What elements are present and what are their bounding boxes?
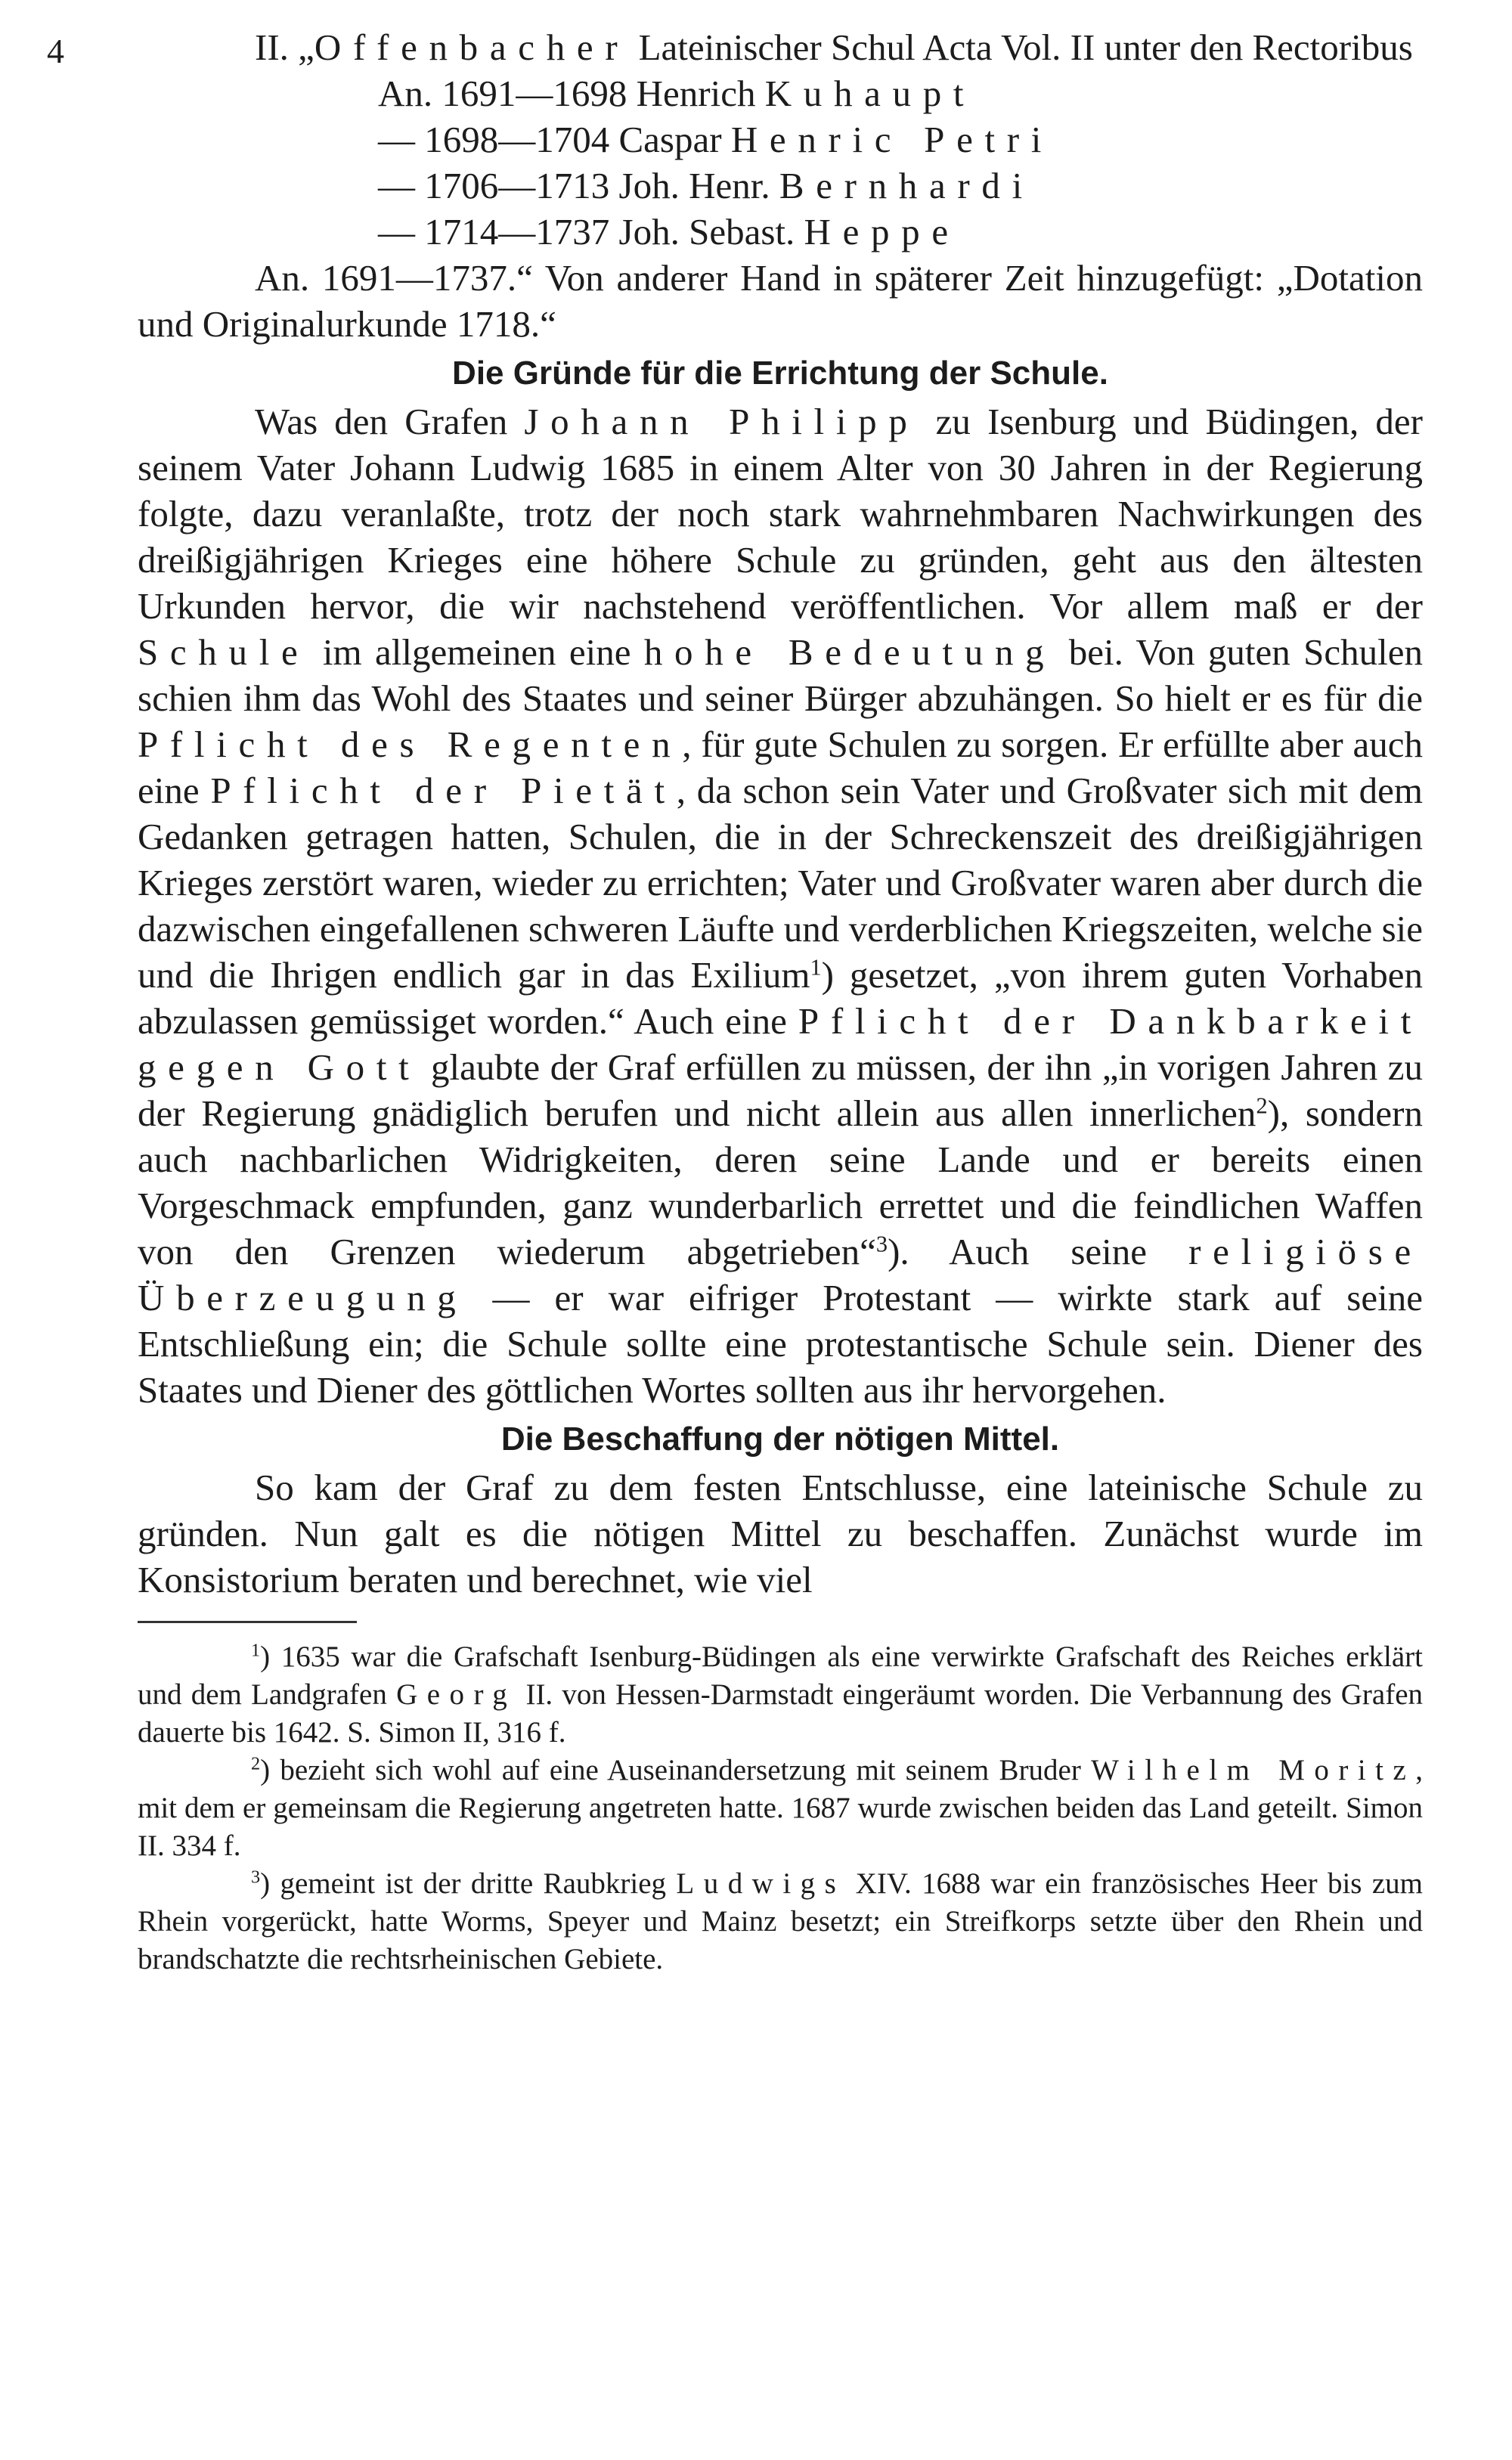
- rector-name: Heppe: [804, 211, 960, 253]
- intro-closing: An. 1691—1737.“ Von anderer Hand in späterer Zeit hinzugefügt: „Dotation und Originalurkunde 1718.“: [138, 257, 1423, 345]
- spaced-title: Offenbacher: [314, 26, 630, 68]
- footnote-2: $^2$) bezieht sich wohl auf eine Auseinandersetzung mit seinem Bruder Wilhelm Moritz, mit dem er gemeinsam die Regierung angetreten hatte. 1687 wurde zwischen beiden das Land geteilt. Simon II. 334 f.: [138, 1753, 1423, 1862]
- footnote-ref: 1: [810, 954, 822, 981]
- rector-name: Henric Petri: [730, 119, 1054, 160]
- rector-entry: — 1714—1737 Joh. Sebast. Heppe: [378, 211, 960, 253]
- section1-paragraph: Was den Grafen Johann Philipp zu Isenburg und Büdingen, der seinem Vater Johann Ludwig 1685 in einem Alter von 30 Jahren in der Regierung folgte, dazu veranlaßte, trotz der noch stark wahrnehmbaren Nachwirkungen des dreißigjährigen Krieges eine höhere Schule zu gründen, geht aus den ältesten Urkunden hervor, die wir nachstehend veröffentlichen. Vor allem maß er der Schule im allgemeinen eine hohe Bedeutung bei. Von guten Schulen schien ihm das Wohl des Staates und seiner Bürger abzuhängen. So hielt er es für die Pflicht des Regenten, für gute Schulen zu sorgen. Er erfüllte aber auch eine Pflicht der Pietät, da schon sein Vater und Großvater sich mit dem Gedanken getragen hatten, Schulen, die in der Schreckenszeit des dreißigjährigen Krieges zerstört waren, wieder zu errichten; Vater und Großvater waren aber durch die dazwischen eingefallenen schweren Läufte und verderblichen Kriegszeiten, welche sie und die Ihrigen endlich gar in das Exilium$^1$) gesetzet, „von ihrem guten Vorhaben abzulassen gemüssiget worden.“ Auch eine Pflicht der Dankbarkeit gegen Gott glaubte der Graf erfüllen zu müssen, der ihn „in vorigen Jahren zu der Regierung gnädiglich berufen und nicht allein aus allen innerlichen$^2$), sondern auch nachbarlichen Widrigkeiten, deren seine Lande und er bereits einen Vorgeschmack empfunden, ganz wunderbarlich errettet und die feindlichen Waffen von den Grenzen wiederum abgetrieben“$^3$). Auch seine religiöse Überzeugung — er war eifriger Protestant — wirkte stark auf seine Entschließung ein; die Schule sollte eine protestantische Schule sein. Diener des Staates und Diener des göttlichen Wortes sollten aus ihr hervorgehen.: [138, 401, 1424, 1411]
- page-number: 4: [47, 32, 64, 70]
- rector-entry: — 1698—1704 Caspar Henric Petri: [378, 119, 1054, 160]
- footnote-3: $^3$) gemeint ist der dritte Raubkrieg Ludwigs XIV. 1688 war ein französisches Heer bis zum Rhein vorgerückt, hatte Worms, Speyer und Mainz besetzt; ein Streifkorps setzte über den Rhein und brandschatzte die rechtsrheinischen Gebiete.: [138, 1867, 1423, 1975]
- footnote-ref: 2: [1256, 1092, 1268, 1119]
- section2-paragraph: So kam der Graf zu dem festen Entschlusse, eine lateinische Schule zu gründen. Nun galt es die nötigen Mittel zu beschaffen. Zunächst wurde im Konsistorium beraten und berechnet, wie viel: [138, 1467, 1423, 1600]
- footnote-ref: 3: [875, 1231, 888, 1257]
- section-heading-gruende: Die Gründe für die Errichtung der Schule.: [452, 355, 1108, 392]
- footnotes: [138, 1638, 1423, 1978]
- page-body: [138, 24, 1423, 1978]
- footnote-separator: [138, 1621, 357, 1623]
- intro-heading-line: II. „Offenbacher Lateinischer Schul Acta Vol. II unter den Rectoribus: [255, 26, 1413, 68]
- rector-entry: — 1706—1713 Joh. Henr. Bernhardi: [378, 165, 1034, 206]
- rector-name: Kuhaupt: [764, 73, 976, 114]
- spaced-name: Johann Philipp: [524, 401, 919, 442]
- footnote-1: $^1$) 1635 war die Grafschaft Isenburg-Büdingen als eine verwirkte Grafschaft des Reiches erklärt und dem Landgrafen Georg II. von Hessen-Darmstadt eingeräumt worden. Die Verbannung des Grafen dauerte bis 1642. S. Simon II, 316 f.: [138, 1640, 1424, 1749]
- rector-entry: An. 1691—1698 Henrich Kuhaupt: [378, 73, 976, 114]
- rector-name: Bernhardi: [779, 165, 1034, 206]
- section-heading-mittel: Die Beschaffung der nötigen Mittel.: [500, 1421, 1060, 1458]
